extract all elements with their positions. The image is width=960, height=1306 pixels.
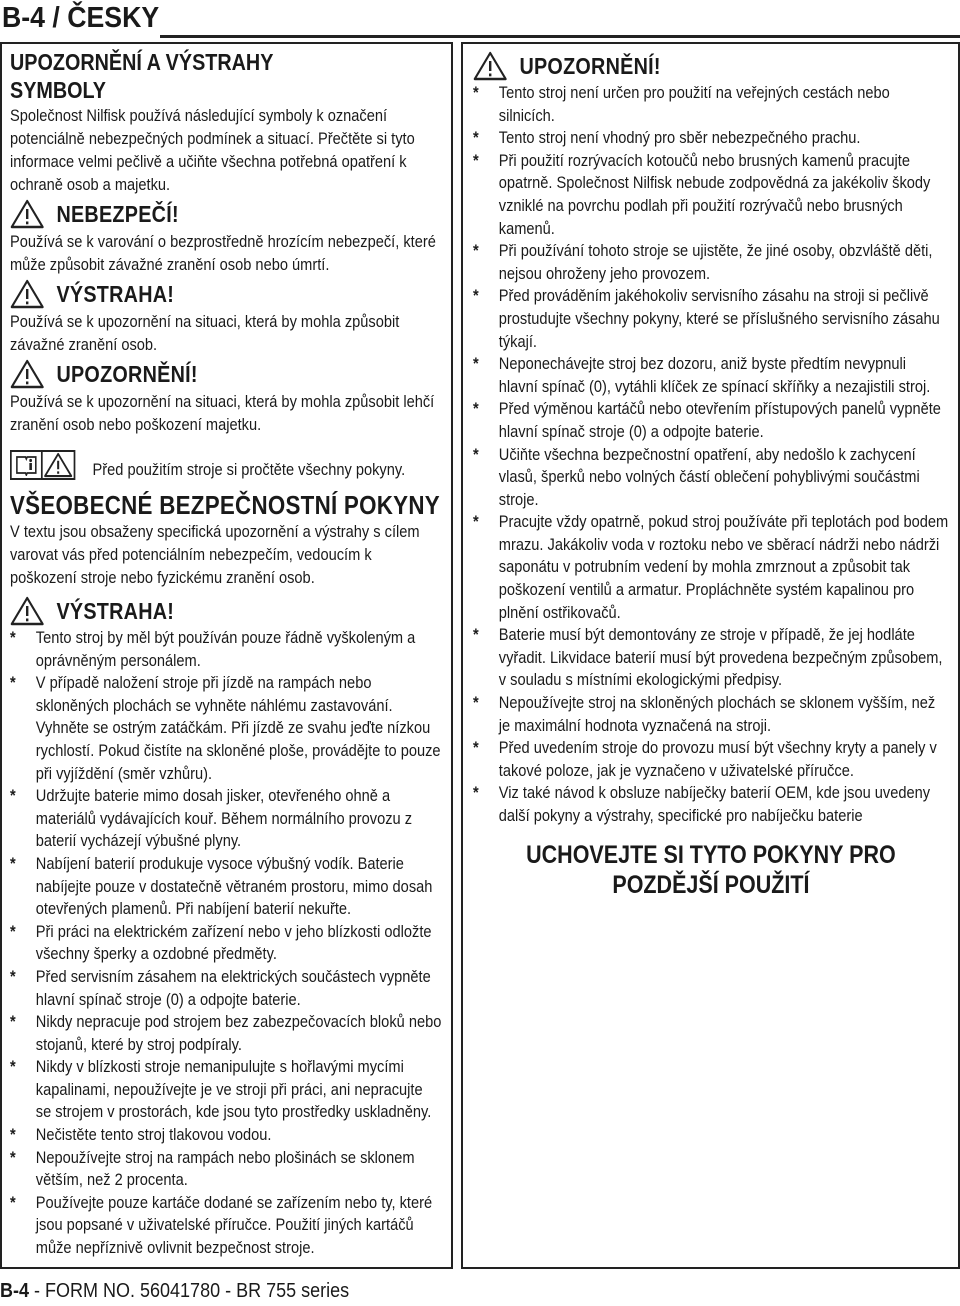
- list-item: * Nikdy nepracuje pod strojem bez zabezpečovacích bloků nebo stojanů, které by stroj podpíraly.: [10, 1012, 442, 1054]
- symbols-intro: Společnost Nilfisk používá následující symboly k označení potenciálně nebezpečných podmínek a situací. Přečtěte si tyto informace velmi pečlivě a učiňte všechna potřebná opatření k ochraně osob a majetku.: [10, 106, 415, 194]
- general-safety-title: VŠEOBECNÉ BEZPEČNOSTNÍ POKYNY: [10, 490, 440, 520]
- list-item: * Před výměnou kartáčů nebo otevřením přístupových panelů vypněte hlavní spínač stroje (0) a odpojte baterie.: [473, 399, 941, 441]
- list-item: * Viz také návod k obsluze nabíječky baterií OEM, kde jsou uvedeny další pokyny a výstrahy, specifické pro nabíječku baterie: [473, 783, 931, 825]
- list-item: * Při použití rozrývacích kotoučů nebo brusných kamenů pracujte opatrně. Společnost Nilfisk nebude zodpovědná za jakékoliv škody vzniklé na povrchu podlah při použití rozrývačů nebo brusných kamenů.: [473, 150, 931, 238]
- footer-page-number: B-4: [0, 1280, 30, 1302]
- list-item: * Neponechávejte stroj bez dozoru, aniž byste předtím nevypnuli hlavní spínač (0), vytáhli klíček ze spínací skříňky a nezajistili stroj.: [473, 354, 931, 396]
- list-item: * Nepoužívejte stroj na rampách nebo plošinách se sklonem větším, než 2 procenta.: [10, 1147, 415, 1190]
- caution-label: UPOZORNĚNÍ!: [56, 360, 198, 387]
- list-item: * Nepoužívejte stroj na skloněných plochách se sklonem vyšším, než je maximální hodnota vyznačená na stroji.: [473, 693, 936, 735]
- right-caution-list: [473, 82, 949, 828]
- list-item: * Před prováděním jakéhokoliv servisního zásahu na stroji si pečlivě prostudujte všechny pokyny, které se příslušného servisního zásahu týkají.: [473, 286, 940, 351]
- list-item: * Tento stroj by měl být používán pouze řádně vyškoleným a oprávněným personálem.: [10, 628, 416, 670]
- warning-text: Používá se k upozornění na situaci, která by mohla způsobit závažné zranění osob.: [10, 312, 400, 354]
- page-title: B-4 / ČESKY: [2, 2, 160, 34]
- footer-form-text: - FORM NO. 56041780 - BR 755 series: [29, 1280, 350, 1302]
- caution-text: Používá se k upozornění na situaci, která by mohla způsobit lehčí zranění osob nebo poškození majetku.: [10, 392, 435, 434]
- list-item: * Baterie musí být demontovány ze stroje v případě, že jej hodláte vyřadit. Likvidace baterií musí být provedena bezpečným způsobem, v souladu s místními ekologickými předpisy.: [473, 625, 943, 690]
- warning-triangle-icon: [10, 199, 44, 229]
- warning-triangle-icon: [10, 279, 44, 309]
- warning-label: VÝSTRAHA!: [56, 280, 175, 307]
- page-footer: [0, 1280, 349, 1303]
- danger-text: Používá se k varování o bezprostředně hrozícím nebezpečí, které může způsobit závažné zranění osob nebo úmrtí.: [10, 232, 436, 274]
- warning-triangle-icon: [10, 596, 44, 626]
- list-item: * V případě naložení stroje při jízdě na rampách nebo skloněných plochách se vyhněte náhlému zastavování. Vyhněte se ostrým zatáčkám. Při jízdě ze svahu jeďte nízkou rychlostí. Pokud čistíte na skloněné ploše, provádějte to pouze při vyjíždění (směr vzhůru).: [10, 673, 441, 783]
- read-manual-notice: [10, 440, 442, 480]
- left-column-content: [10, 48, 442, 1260]
- manual-notice-text: Před použitím stroje si pročtěte všechny pokyny.: [92, 460, 406, 479]
- header-rule: [160, 35, 960, 38]
- list-item: * Nikdy v blízkosti stroje nemanipulujte s hořlavými mycími kapalinami, nepoužívejte je ve stroji při práci, ani nepracujte se strojem v prostorách, kde jsou tyto prostředky uskladněny.: [10, 1057, 432, 1122]
- list-item: * Pracujte vždy opatrně, pokud stroj používáte při teplotách pod bodem mrazu. Jakákoliv voda v roztoku nebo ve sběrací nádrži nebo nádrži saponátu v potrubním vedení by mohla zmrznout a způsobit tak poškození ventilů a armatur. Propláchněte systém kapalinou pro plnění ostřikovačů.: [473, 512, 949, 622]
- right-caution-heading: [473, 50, 949, 82]
- manual-book-icon: [10, 450, 41, 480]
- symbols-title: SYMBOLY: [10, 77, 106, 103]
- list-item: * Používejte pouze kartáče dodané se zařízením nebo ty, které jsou popsané v uživatelské příručce. Použití jiných kartáčů může nepříznivě ovlivnit bezpečnost stroje.: [10, 1192, 433, 1258]
- caution-heading: [10, 358, 442, 390]
- list-item: * Před servisním zásahem na elektrických součástech vypněte hlavní spínač stroje (0) a odpojte baterie.: [10, 966, 431, 1009]
- closing-notice: UCHOVEJTE SI TYTO POKYNY PRO POZDĚJŠÍ POUŽITÍ: [526, 840, 896, 899]
- left-warning-list: [10, 627, 442, 1260]
- list-item: * Při používání tohoto stroje se ujistěte, že jiné osoby, obzvláště děti, nejsou ohroženy jeho provozem.: [473, 241, 933, 283]
- section-title: UPOZORNĚNÍ A VÝSTRAHY: [10, 49, 274, 75]
- list-item: * Učiňte všechna bezpečnostní opatření, aby nedošlo k zachycení vlasů, šperků nebo volných částí oblečení pohyblivými součástmi stroje.: [473, 444, 920, 509]
- right-column: [461, 42, 960, 1269]
- list-item: * Nabíjení baterií produkuje vysoce výbušný vodík. Baterie nabíjejte pouze v dostatečně větraném prostoru, mimo dosah otevřených plamenů. Při nabíjení baterií nekuřte.: [10, 853, 433, 919]
- list-item: * Tento stroj není určen pro použití na veřejných cestách nebo silnicích.: [473, 83, 890, 125]
- warning-heading: [10, 278, 442, 310]
- danger-label: NEBEZPEČÍ!: [56, 200, 179, 227]
- manual-warning-icon: [41, 450, 75, 480]
- warning2-heading: [10, 595, 442, 627]
- list-item: * Tento stroj není vhodný pro sběr nebezpečného prachu.: [473, 128, 861, 148]
- list-item: * Před uvedením stroje do provozu musí být všechny kryty a panely v takové poloze, jak je vyznačeno v uživatelské příručce.: [473, 738, 937, 780]
- left-column: [0, 42, 453, 1269]
- warning-triangle-icon: [473, 51, 507, 81]
- right-caution-label: UPOZORNĚNÍ!: [519, 52, 661, 79]
- list-item: * Udržujte baterie mimo dosah jisker, otevřeného ohně a materiálů vydávajících kouř. Během normálního provozu z baterií vycházejí výbušné plyny.: [10, 786, 413, 851]
- list-item: * Nečistěte tento stroj tlakovou vodou.: [10, 1125, 272, 1145]
- warning2-label: VÝSTRAHA!: [56, 597, 175, 624]
- danger-heading: [10, 198, 442, 230]
- general-intro: V textu jsou obsaženy specifická upozornění a výstrahy s cílem varovat vás před potenciálním nebezpečím, vedoucím k poškození stroje nebo fyzickému zranění osob.: [10, 522, 420, 587]
- list-item: * Při práci na elektrickém zařízení nebo v jeho blízkosti odložte všechny šperky a ozdobné předměty.: [10, 921, 432, 964]
- right-column-content: [473, 50, 949, 900]
- warning-triangle-icon: [10, 359, 44, 389]
- page-header: [0, 0, 960, 40]
